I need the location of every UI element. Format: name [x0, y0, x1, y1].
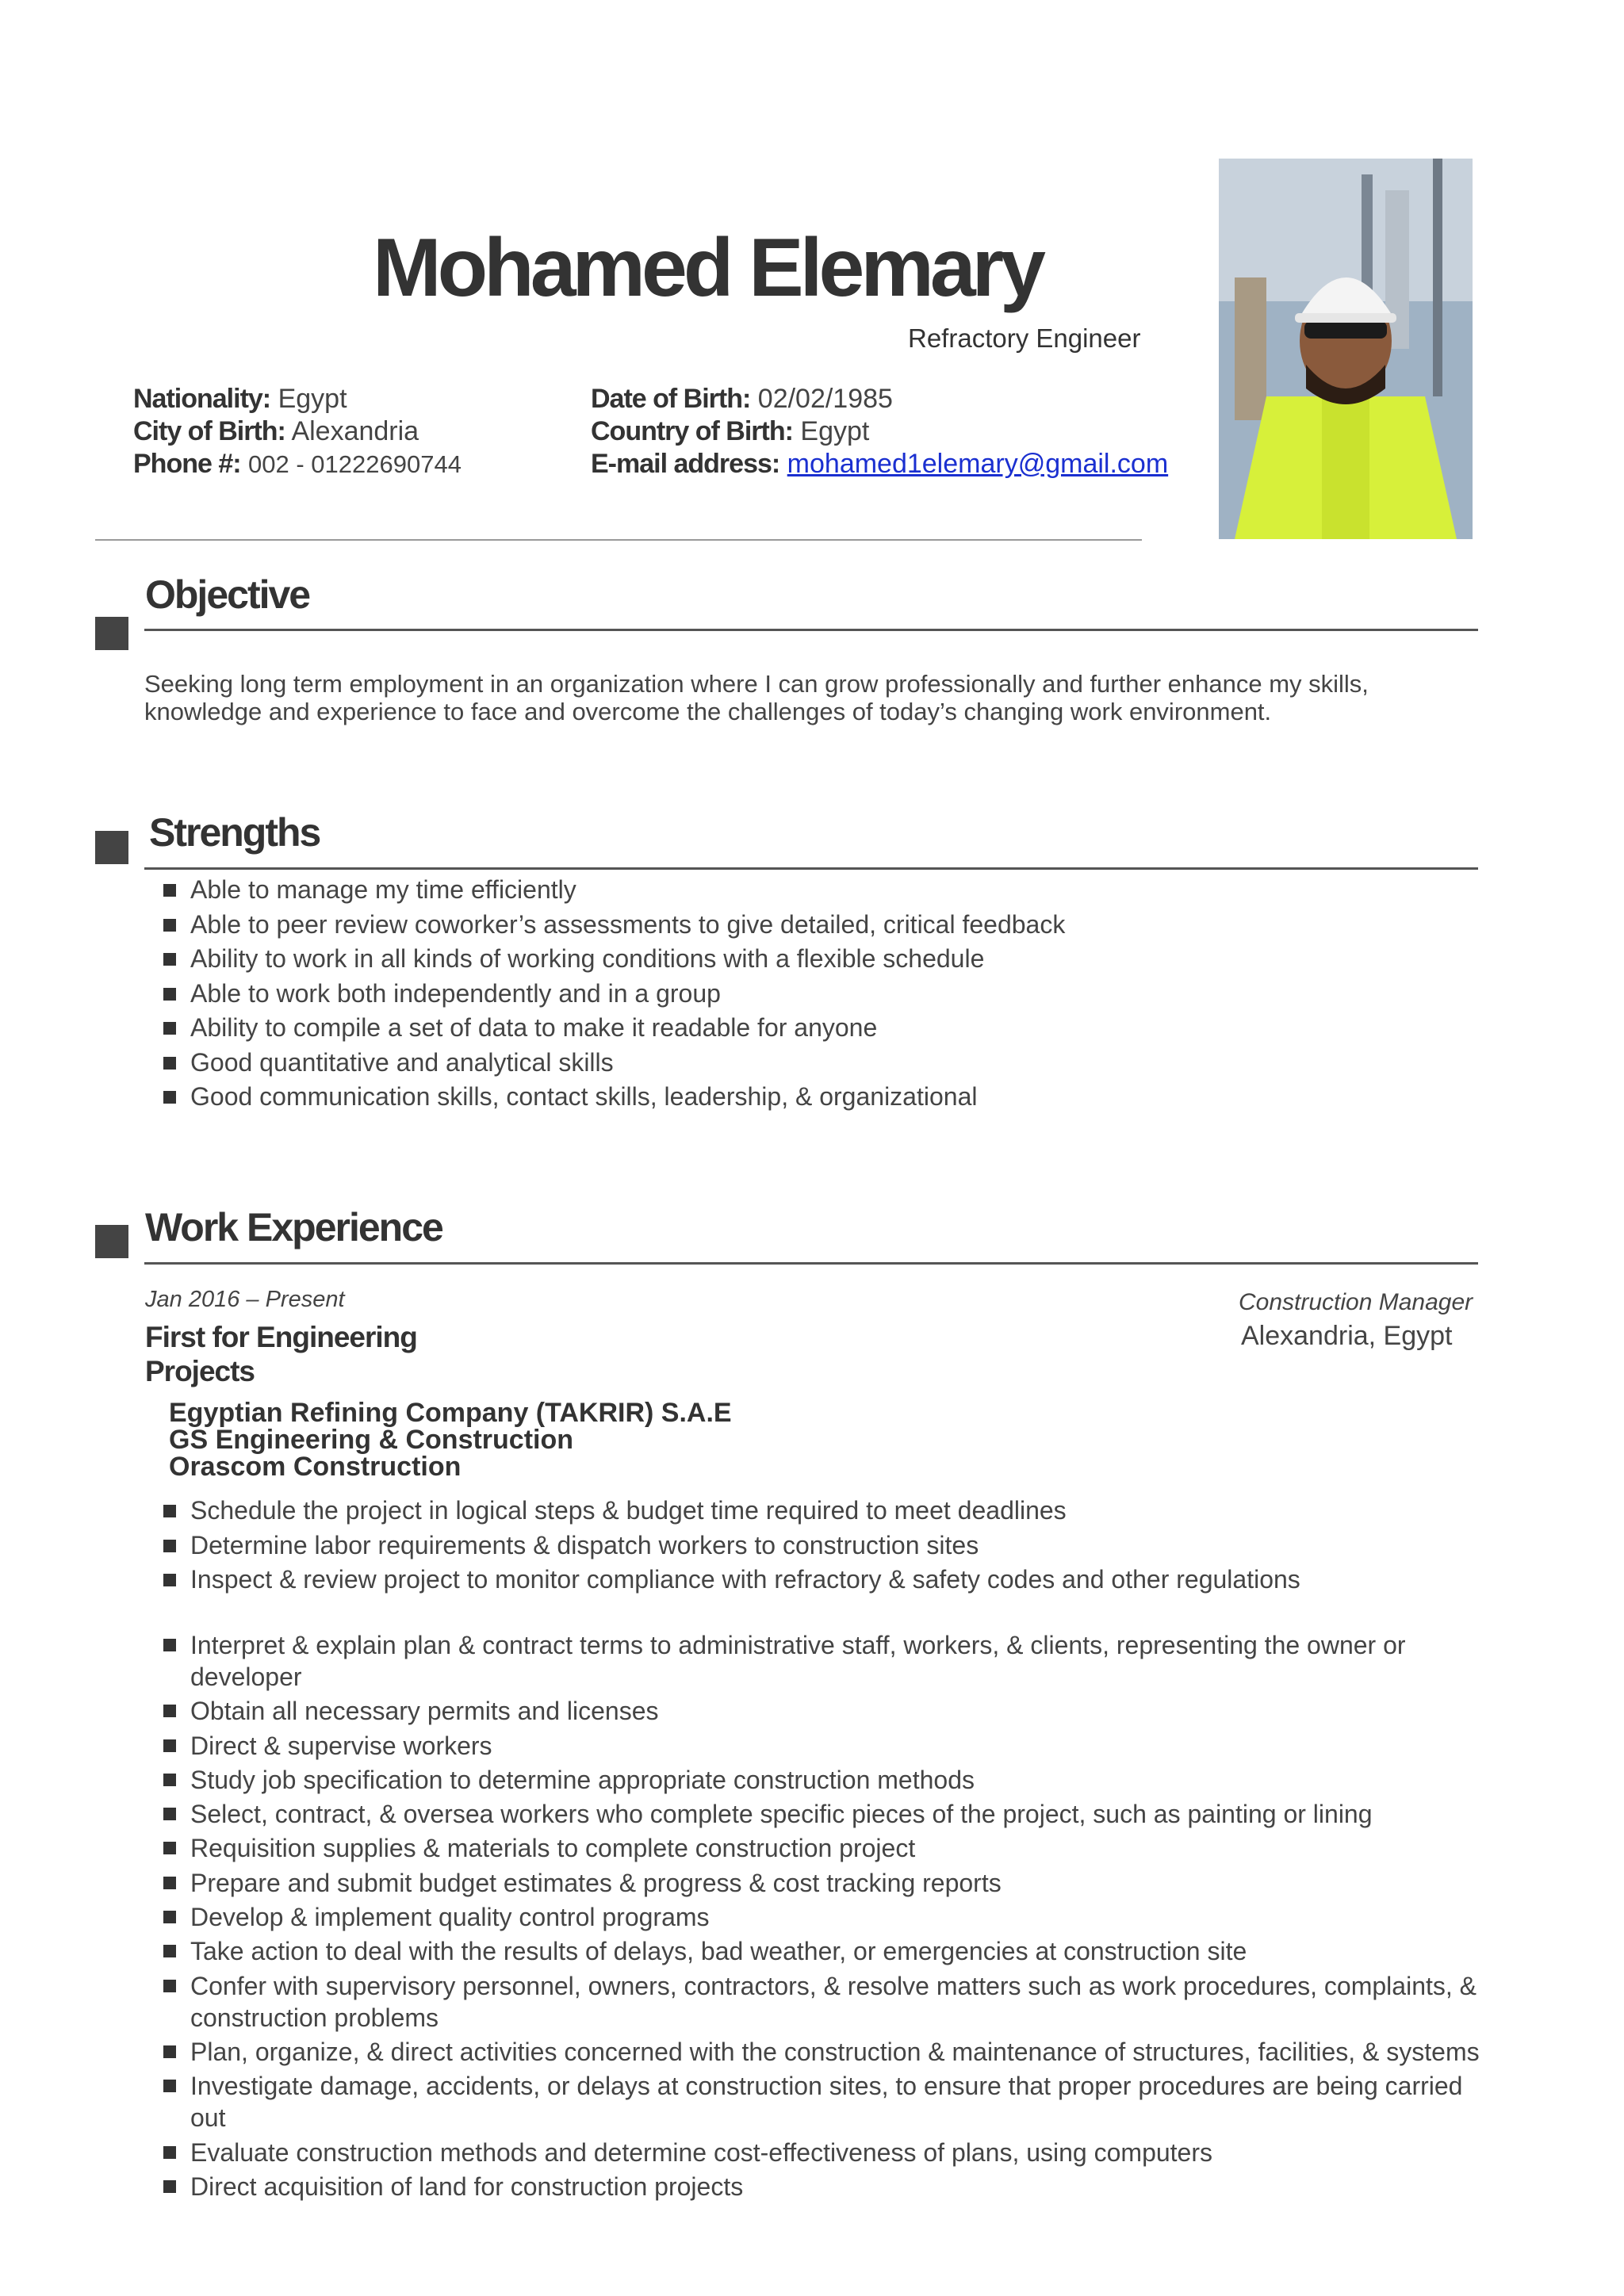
city-row [133, 415, 462, 448]
list-item: Develop & implement quality control programs [163, 1901, 1499, 1933]
list-item: Inspect & review project to monitor compliance with refractory & safety codes and other regulations [163, 1563, 1300, 1598]
job-title: Refractory Engineer [908, 323, 1141, 353]
list-item: Plan, organize, & direct activities concerned with the construction & maintenance of structures, facilities, & systems [163, 2036, 1499, 2068]
list-item: Ability to work in all kinds of working conditions with a flexible schedule [163, 942, 1065, 977]
phone-row [133, 448, 462, 480]
list-item: Schedule the project in logical steps & budget time required to meet deadlines [163, 1494, 1300, 1529]
job-dates: Jan 2016 – Present [145, 1287, 345, 1312]
list-item: Good communication skills, contact skills, leadership, & organizational [163, 1080, 1065, 1115]
list-item: Evaluate construction methods and determine cost-effectiveness of plans, using computers [163, 2137, 1499, 2168]
email-link[interactable]: mohamed1elemary@gmail.com [787, 449, 1169, 479]
list-item: Obtain all necessary permits and licenses [163, 1695, 1499, 1727]
list-item: Good quantitative and analytical skills [163, 1046, 1065, 1081]
dob-value: 02/02/1985 [757, 384, 893, 414]
client-name: Orascom Construction [169, 1452, 462, 1482]
list-item: Able to work both independently and in a group [163, 977, 1065, 1012]
dob-row [591, 383, 1168, 415]
strengths-list [163, 873, 1065, 1115]
nationality-value: Egypt [278, 384, 347, 414]
objective-heading: Objective [145, 572, 310, 617]
strengths-rule [144, 867, 1478, 870]
header-divider [95, 539, 1142, 541]
list-item: Requisition supplies & materials to complete construction project [163, 1832, 1499, 1864]
list-item: Select, contract, & oversea workers who complete specific pieces of the project, such as painting or lining [163, 1798, 1499, 1830]
job-position: Construction Manager [1239, 1289, 1473, 1315]
company-name: First for Engineering Projects [145, 1321, 417, 1387]
list-item: Able to peer review coworker’s assessments to give detailed, critical feedback [163, 908, 1065, 943]
list-item: Direct acquisition of land for construction projects [163, 2171, 1499, 2202]
list-item: Ability to compile a set of data to make it readable for anyone [163, 1011, 1065, 1046]
experience-heading: Work Experience [145, 1205, 442, 1249]
objective-rule [144, 629, 1478, 631]
list-item: Direct & supervise workers [163, 1730, 1499, 1762]
list-item: Able to manage my time efficiently [163, 873, 1065, 908]
list-item: Prepare and submit budget estimates & progress & cost tracking reports [163, 1867, 1499, 1899]
experience-square-icon [95, 1225, 128, 1258]
nationality-label: Nationality: [133, 384, 271, 414]
client-name: Egyptian Refining Company (TAKRIR) S.A.E [169, 1398, 732, 1428]
client-name: GS Engineering & Construction [169, 1425, 574, 1455]
strengths-heading: Strengths [149, 810, 320, 855]
city-value: Alexandria [291, 416, 419, 446]
candidate-name: Mohamed Elemary [373, 222, 1042, 314]
country-value: Egypt [800, 416, 870, 446]
nationality-row [133, 383, 462, 415]
list-item: Take action to deal with the results of delays, bad weather, or emergencies at construction site [163, 1935, 1499, 1967]
client-list [169, 1399, 732, 1480]
objective-text: Seeking long term employment in an organization where I can grow professionally and further enhance my skills, knowledge and experience to face and overcome the challenges of today’s changing work environment. [144, 670, 1369, 725]
profile-photo [1219, 159, 1473, 539]
list-item: Study job specification to determine appropriate construction methods [163, 1764, 1499, 1796]
duties-list-secondary [163, 1629, 1499, 2205]
objective-square-icon [95, 617, 128, 650]
list-item: Determine labor requirements & dispatch workers to construction sites [163, 1529, 1300, 1563]
list-item: Interpret & explain plan & contract terms to administrative staff, workers, & clients, representing the owner or developer [163, 1629, 1499, 1693]
experience-rule [144, 1262, 1478, 1265]
country-label: Country of Birth: [591, 416, 793, 446]
dob-label: Date of Birth: [591, 384, 751, 414]
email-label: E-mail address: [591, 449, 780, 479]
personal-info-left [133, 383, 462, 480]
list-item: Investigate damage, accidents, or delays at construction sites, to ensure that proper procedures are being carried out [163, 2070, 1499, 2133]
phone-label: Phone #: [133, 449, 241, 479]
job-location: Alexandria, Egypt [1241, 1321, 1453, 1351]
email-row [591, 448, 1168, 480]
strengths-square-icon [95, 831, 128, 864]
phone-value: 002 - 01222690744 [248, 450, 462, 478]
personal-info-right [591, 383, 1168, 480]
duties-list-primary [163, 1494, 1300, 1598]
country-row [591, 415, 1168, 448]
list-item: Confer with supervisory personnel, owners, contractors, & resolve matters such as work procedures, complaints, & construction problems [163, 1970, 1499, 2034]
city-label: City of Birth: [133, 416, 285, 446]
